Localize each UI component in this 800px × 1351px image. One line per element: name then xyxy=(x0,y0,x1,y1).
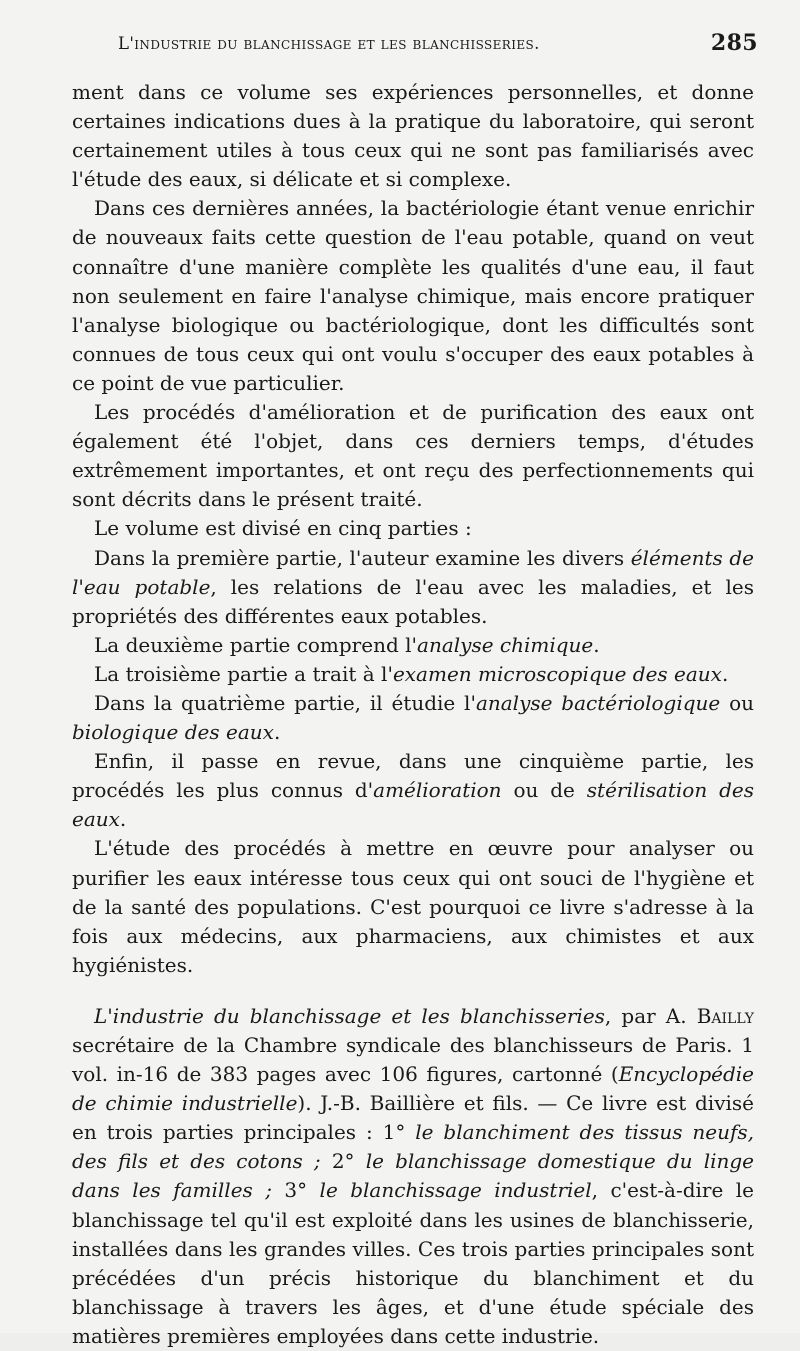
italic-run: éléments de l'eau potable xyxy=(72,545,755,599)
italic-run: examen microscopique des eaux xyxy=(392,661,722,686)
italic-run: le blanchiment des tissus neufs, des fils et des cotons ; xyxy=(72,1120,754,1174)
italic-run: amélioration xyxy=(373,778,502,803)
text-run: . xyxy=(721,661,729,686)
text-run: . xyxy=(119,807,127,832)
text-run: , c'est-à-dire le blanchissage tel qu'il est exploité dans les usines de blanchisserie, installées dans les grandes villes. Ces trois parties principales sont précédées d'un précis historique du blanchiment et du blanchissage à travers les âges, et d'une étude spéciale des matières premières employées dans cette industrie. xyxy=(72,1178,754,1348)
part-five-paragraph xyxy=(72,747,754,834)
page-number: 285 xyxy=(710,30,758,56)
text-run: Dans la première partie, l'auteur examine les divers xyxy=(94,545,631,570)
paragraph: Dans ces dernières années, la bactériologie étant venue enrichir de nouveaux faits cette question de l'eau potable, quand on veut connaître d'une manière complète les qualités d'une eau, il faut non seulement en faire l'analyse chimique, mais encore pratiquer l'analyse biologique ou bactériologique, dont les difficultés sont connues de tous ceux qui ont voulu s'occuper des eaux potables à ce point de vue particulier. xyxy=(72,196,754,395)
running-header xyxy=(118,30,758,56)
text-run: Dans la quatrième partie, il étudie l' xyxy=(94,690,476,715)
part-one-paragraph xyxy=(72,544,754,631)
series-title: Encyclopédie de chimie industrielle xyxy=(72,1062,754,1116)
part-four-paragraph xyxy=(72,689,754,747)
part-three-paragraph xyxy=(72,660,754,689)
italic-run: le blanchissage domestique du linge dans les familles ; xyxy=(72,1149,755,1203)
italic-run: analyse bactériologique xyxy=(475,690,721,715)
text-run: . xyxy=(593,632,600,657)
text-run: ou xyxy=(720,690,754,715)
text-run: 2° xyxy=(320,1149,366,1174)
book-title: L'industrie du blanchissage et les blanchisseries xyxy=(94,1003,605,1028)
author-name: Bailly xyxy=(696,1003,754,1028)
text-run: Enfin, il passe en revue, dans une cinquième partie, les procédés les plus connus d' xyxy=(72,749,754,803)
section-gap xyxy=(72,980,754,1002)
italic-run: stérilisation des eaux xyxy=(72,778,754,832)
part-two-paragraph xyxy=(72,631,754,660)
italic-run: le blanchissage industriel xyxy=(319,1178,592,1203)
italic-run: analyse chimique xyxy=(417,632,594,657)
review-paragraph xyxy=(72,1002,754,1351)
paragraph: Les procédés d'amélioration et de purification des eaux ont également été l'objet, dans ces derniers temps, d'études extrêmement importantes, et ont reçu des perfectionnements qui sont décrits dans le présent traité. xyxy=(72,400,754,512)
text-run: , par A. xyxy=(604,1003,697,1028)
text-run: La deuxième partie comprend l' xyxy=(94,632,418,657)
text-run: ou de xyxy=(501,778,587,803)
text-run: 3° xyxy=(271,1178,320,1203)
text-run: La troisième partie a trait à l' xyxy=(94,661,393,686)
paragraph: Le volume est divisé en cinq parties : xyxy=(94,516,472,541)
text-run: . xyxy=(273,720,281,745)
closing-paragraph: L'étude des procédés à mettre en œuvre pour analyser ou purifier les eaux intéresse tous ceux qui ont souci de l'hygiène et de la santé des populations. C'est pourquoi ce livre s'adresse à la fois aux médecins, aux pharmaciens, aux chimistes et aux hygiénistes. xyxy=(72,836,754,977)
italic-run: biologique des eaux xyxy=(72,720,274,745)
page-body xyxy=(72,78,754,1351)
text-run: secrétaire de la Chambre syndicale des blanchisseurs de Paris. 1 vol. in-16 de 383 pages avec 106 figures, cartonné ( xyxy=(72,1033,754,1087)
text-run: ). J.-B. Baillière et fils. — Ce livre est divisé en trois parties principales : 1° xyxy=(72,1091,754,1145)
running-title: L'industrie du blanchissage et les blanchisseries. xyxy=(118,34,540,53)
paragraph: ment dans ce volume ses expériences personnelles, et donne certaines indications dues à la pratique du laboratoire, qui seront certainement utiles à tous ceux qui ne sont pas familiarisés avec l'étude des eaux, si délicate et si complexe. xyxy=(72,80,754,192)
text-run: , les relations de l'eau avec les maladies, et les propriétés des différentes eaux potables. xyxy=(72,574,754,628)
